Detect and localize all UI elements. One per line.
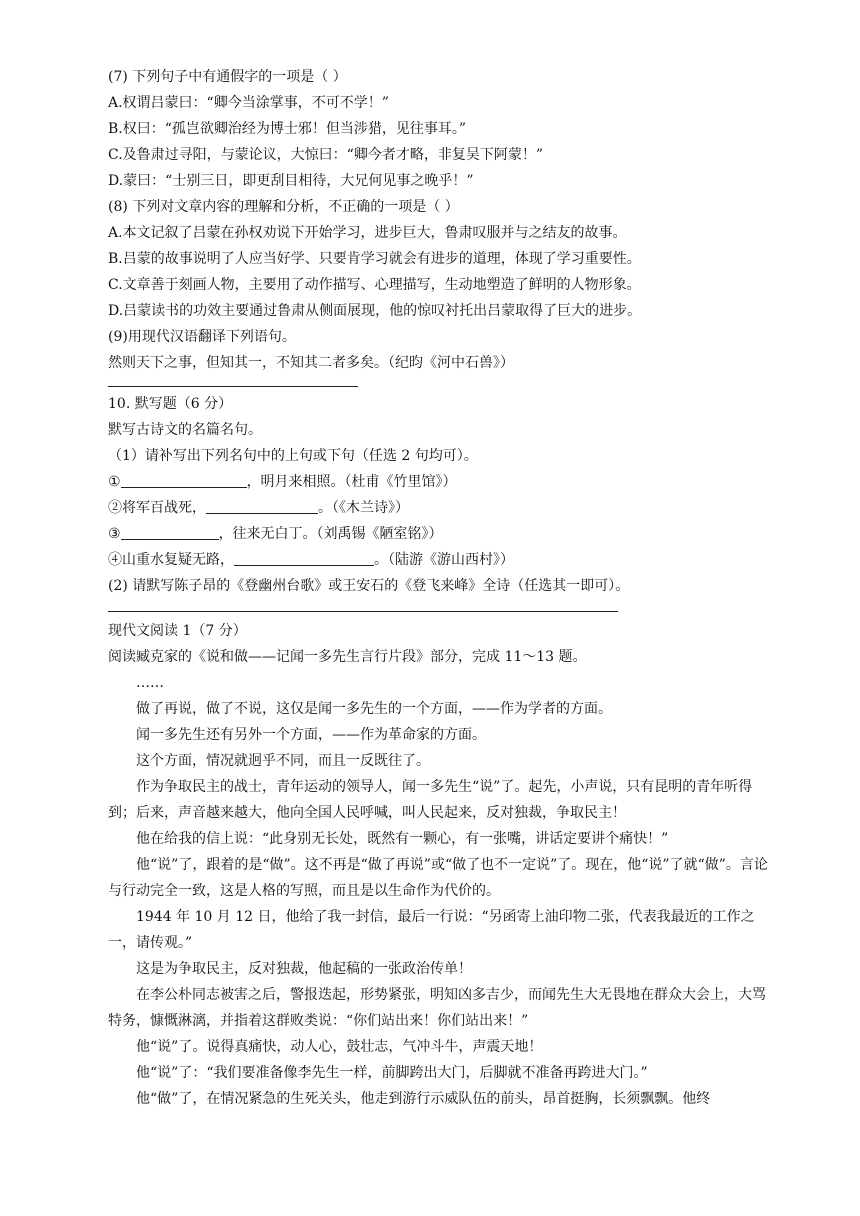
q8-option-a: A.本文记叙了吕蒙在孙权劝说下开始学习，进步巨大，鲁肃叹服并与之结友的故事。	[108, 225, 627, 241]
reading-paragraph: 这个方面，情况就迥乎不同，而且一反既往了。	[136, 753, 430, 769]
q8-option-b: B.吕蒙的故事说明了人应当好学、只要肯学习就会有进步的道理，体现了学习重要性。	[108, 251, 641, 267]
q7-option-d: D.蒙曰：“士别三日，即更刮目相待，大兄何见事之晚乎！”	[108, 173, 474, 189]
q10-sub2: (2) 请默写陈子昂的《登幽州台歌》或王安石的《登飞来峰》全诗（任选其一即可）。	[108, 578, 630, 594]
q10-sub1: （1）请补写出下列名句中的上句或下句（任选 2 句均可）。	[108, 448, 478, 464]
q10-item-4	[108, 547, 768, 573]
q10-item-4-suffix: 。（陆游《游山西村》）	[374, 552, 514, 568]
q8-stem: (8) 下列对文章内容的理解和分析，不正确的一项是（ ）	[108, 199, 459, 215]
q10-item-1-blank[interactable]	[121, 471, 247, 488]
reading-paragraph: 他“说”了，跟着的是“做”。这不再是“做了再说”或“做了也不一定说”了。现在，他“说”了就“做”。言论与行动完全一致，这是人格的写照，而且是以生命作为代价的。	[108, 857, 768, 899]
q8-option-d: D.吕蒙读书的功效主要通过鲁肃从侧面展现，他的惊叹衬托出吕蒙取得了巨大的进步。	[108, 303, 642, 319]
q9-stem: (9)用现代汉语翻译下列语句。	[108, 329, 296, 345]
q8-option-c: C.文章善于刻画人物，主要用了动作描写、心理描写，生动地塑造了鲜明的人物形象。	[108, 277, 641, 293]
reading-title: 现代文阅读 1（7 分）	[108, 623, 247, 639]
q10-item-4-blank[interactable]	[234, 549, 374, 566]
q10-item-4-prefix: ④山重水复疑无路，	[108, 552, 234, 568]
reading-paragraph: 他“说”了。说得真痛快，动人心，鼓壮志，气冲斗牛，声震天地！	[136, 1039, 543, 1055]
q10-item-2	[108, 495, 768, 521]
reading-paragraph: 1944 年 10 月 12 日，他给了我一封信，最后一行说：“另函寄上油印物二张，代表我最近的工作之一，请传观。”	[108, 909, 755, 951]
q10-item-2-suffix: 。（《木兰诗》）	[318, 500, 409, 516]
q10-item-1-suffix: ，明月来相照。（杜甫《竹里馆》）	[246, 474, 457, 490]
q10-item-1	[108, 469, 768, 495]
reading-paragraph: 他“说”了：“我们要准备像李先生一样，前脚跨出大门，后脚就不准备再跨进大门。”	[136, 1065, 648, 1081]
q10-intro: 默写古诗文的名篇名句。	[108, 422, 262, 438]
q7-option-a: A.权谓吕蒙曰：“卿今当涂掌事，不可不学！”	[108, 95, 389, 111]
document-page	[108, 64, 768, 1112]
reading-paragraph: 在李公朴同志被害之后，警报迭起，形势紧张，明知凶多吉少，而闻先生大无畏地在群众大会上，大骂特务，慷慨淋漓，并指着这群败类说：“你们站出来！你们站出来！”	[108, 987, 766, 1029]
q10-item-1-prefix: ①	[108, 474, 121, 490]
reading-intro: 阅读臧克家的《说和做——记闻一多先生言行片段》部分，完成 11～13 题。	[108, 649, 587, 665]
q10-item-2-prefix: ②将军百战死，	[108, 500, 206, 516]
q7-stem: (7) 下列句子中有通假字的一项是（ ）	[108, 69, 347, 85]
q10-item-3	[108, 521, 768, 547]
reading-paragraph: ……	[136, 675, 164, 691]
reading-paragraph: 这是为争取民主，反对独裁，他起稿的一张政治传单！	[136, 961, 472, 977]
q10-title: 10. 默写题（6 分）	[108, 396, 233, 412]
reading-paragraph: 他“做”了，在情况紧急的生死关头，他走到游行示威队伍的前头，昂首挺胸，长须飘飘。他终	[136, 1091, 711, 1107]
reading-paragraph: 他在给我的信上说：“此身别无长处，既然有一颗心，有一张嘴，讲话定要讲个痛快！”	[136, 831, 669, 847]
q7-option-b: B.权曰：“孤岂欲卿治经为博士邪！但当涉猎，见往事耳。”	[108, 121, 467, 137]
reading-paragraph: 作为争取民主的战士，青年运动的领导人，闻一多先生“说”了。起先，小声说，只有昆明的青年听得到；后来，声音越来越大，他向全国人民呼喊，叫人民起来，反对独裁，争取民主！	[108, 779, 753, 821]
q10-item-2-blank[interactable]	[206, 497, 318, 514]
reading-paragraph: 闻一多先生还有另外一个方面，——作为革命家的方面。	[136, 727, 486, 743]
q9-answer-line[interactable]	[108, 376, 358, 387]
q10-item-3-suffix: ，往来无白丁。（刘禹锡《陋室铭》）	[218, 526, 443, 542]
q10-answer-line[interactable]	[108, 599, 618, 612]
reading-paragraph: 做了再说，做了不说，这仅是闻一多先生的一个方面，——作为学者的方面。	[136, 701, 612, 717]
q9-sentence: 然则天下之事，但知其一，不知其二者多矣。（纪昀《河中石兽》）	[108, 355, 514, 371]
q10-item-3-blank[interactable]	[121, 523, 219, 540]
q7-option-c: C.及鲁肃过寻阳，与蒙论议，大惊曰：“卿今者才略，非复吴下阿蒙！”	[108, 147, 543, 163]
q10-item-3-prefix: ③	[108, 526, 121, 542]
